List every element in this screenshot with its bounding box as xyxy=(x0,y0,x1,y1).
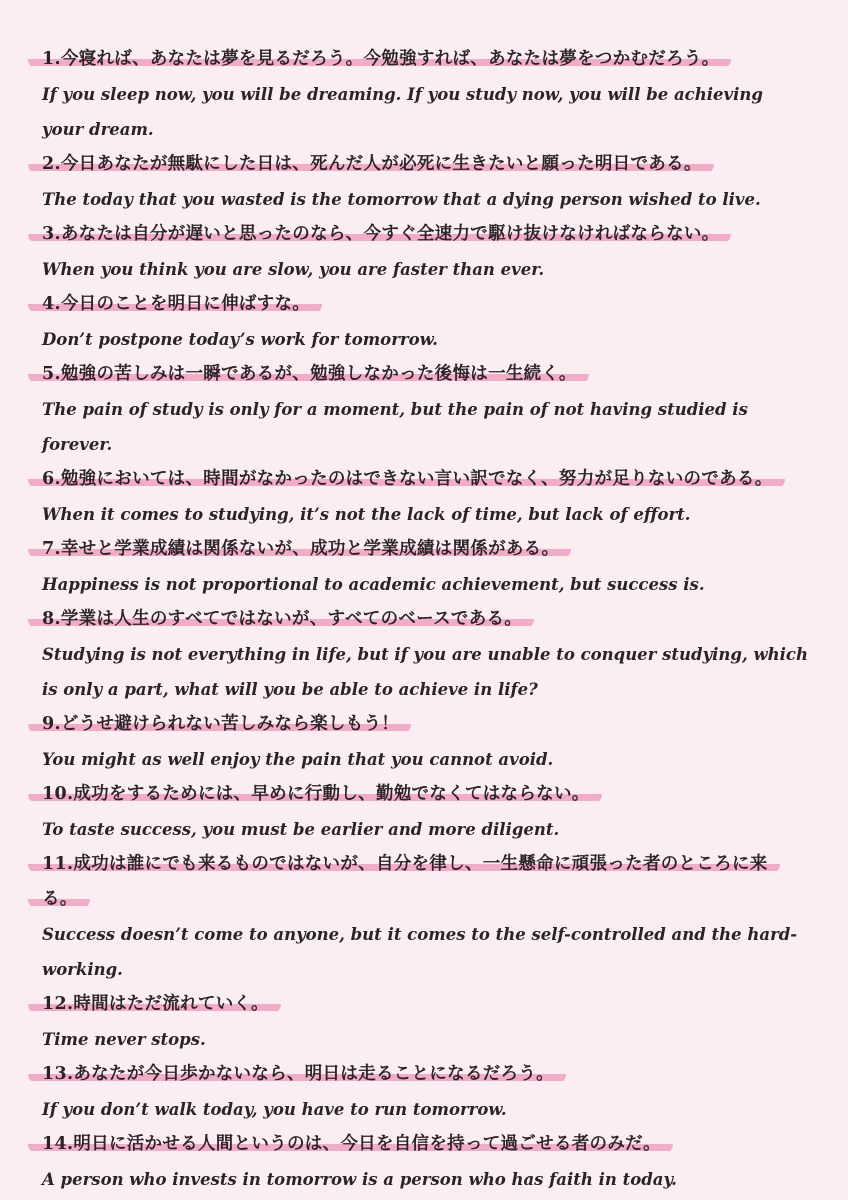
quote-japanese xyxy=(42,147,808,182)
quote-9 xyxy=(42,707,808,777)
quote-english: Success doesn’t come to anyone, but it comes to the self-controlled and the hard-working. xyxy=(42,925,798,979)
quote-highlight: 2.今日あなたが無駄にした日は、死んだ人が必死に生きたいと願った明日である。 xyxy=(28,154,714,174)
quote-4 xyxy=(42,287,808,357)
quote-japanese xyxy=(42,847,808,917)
quote-7 xyxy=(42,532,808,602)
quote-japanese xyxy=(42,987,808,1022)
quote-highlight: 14.明日に活かせる人間というのは、今日を自信を持って過ごせる者のみだ。 xyxy=(28,1134,673,1154)
quote-japanese xyxy=(42,42,808,77)
quote-english: If you sleep now, you will be dreaming. If you study now, you will be achieving your dream. xyxy=(42,85,763,139)
quote-japanese xyxy=(42,777,808,812)
quote-2 xyxy=(42,147,808,217)
quote-english: Happiness is not proportional to academic achievement, but success is. xyxy=(42,575,705,594)
quote-japanese xyxy=(42,707,808,742)
quote-english: To taste success, you must be earlier and more diligent. xyxy=(42,820,560,839)
quote-5 xyxy=(42,357,808,462)
quote-english: Studying is not everything in life, but if you are unable to conquer studying, which is only a part, what will you be able to achieve in life? xyxy=(42,645,808,699)
quote-english: When you think you are slow, you are faster than ever. xyxy=(42,260,545,279)
quote-japanese xyxy=(42,462,808,497)
quote-highlight: 3.あなたは自分が遅いと思ったのなら、今すぐ全速力で駆け抜けなければならない。 xyxy=(28,224,731,244)
quote-highlight: 8.学業は人生のすべてではないが、すべてのベースである。 xyxy=(28,609,534,629)
quote-13 xyxy=(42,1057,808,1127)
quote-japanese xyxy=(42,287,808,322)
quote-highlight: 9.どうせ避けられない苦しみなら楽しもう！ xyxy=(28,714,411,734)
quote-3 xyxy=(42,217,808,287)
quote-11 xyxy=(42,847,808,987)
quote-highlight: 10.成功をするためには、早めに行動し、勤勉でなくてはならない。 xyxy=(28,784,602,804)
quote-japanese xyxy=(42,217,808,252)
quote-japanese xyxy=(42,532,808,567)
quote-10 xyxy=(42,777,808,847)
quote-1 xyxy=(42,42,808,147)
quote-english: The today that you wasted is the tomorrow that a dying person wished to live. xyxy=(42,190,761,209)
quote-japanese xyxy=(42,1127,808,1162)
quote-highlight: 13.あなたが今日歩かないなら、明日は走ることになるだろう。 xyxy=(28,1064,566,1084)
quote-english: When it comes to studying, it’s not the lack of time, but lack of effort. xyxy=(42,505,691,524)
quote-japanese xyxy=(42,357,808,392)
quote-english: The pain of study is only for a moment, but the pain of not having studied is forever. xyxy=(42,400,748,454)
quote-english: Don’t postpone today’s work for tomorrow. xyxy=(42,330,438,349)
quote-highlight: 7.幸せと学業成績は関係ないが、成功と学業成績は関係がある。 xyxy=(28,539,571,559)
quote-14 xyxy=(42,1127,808,1197)
quote-highlight: 1.今寝れば、あなたは夢を見るだろう。今勉強すれば、あなたは夢をつかむだろう。 xyxy=(28,49,731,69)
quote-8 xyxy=(42,602,808,707)
quote-japanese xyxy=(42,602,808,637)
quote-highlight: 6.勉強においては、時間がなかったのはできない言い訳でなく、努力が足りないのである。 xyxy=(28,469,785,489)
quote-english: Time never stops. xyxy=(42,1030,206,1049)
quote-6 xyxy=(42,462,808,532)
quote-english: You might as well enjoy the pain that you cannot avoid. xyxy=(42,750,554,769)
quote-highlight: 11.成功は誰にでも来るものではないが、自分を律し、一生懸命に頑張った者のところに来る。 xyxy=(28,854,780,909)
quote-highlight: 12.時間はただ流れていく。 xyxy=(28,994,281,1014)
quote-japanese xyxy=(42,1057,808,1092)
quote-english: A person who invests in tomorrow is a person who has faith in today. xyxy=(42,1170,677,1189)
quote-english: If you don’t walk today, you have to run tomorrow. xyxy=(42,1100,507,1119)
quote-12 xyxy=(42,987,808,1057)
quote-highlight: 4.今日のことを明日に伸ばすな。 xyxy=(28,294,322,314)
quote-highlight: 5.勉強の苦しみは一瞬であるが、勉強しなかった後悔は一生続く。 xyxy=(28,364,589,384)
